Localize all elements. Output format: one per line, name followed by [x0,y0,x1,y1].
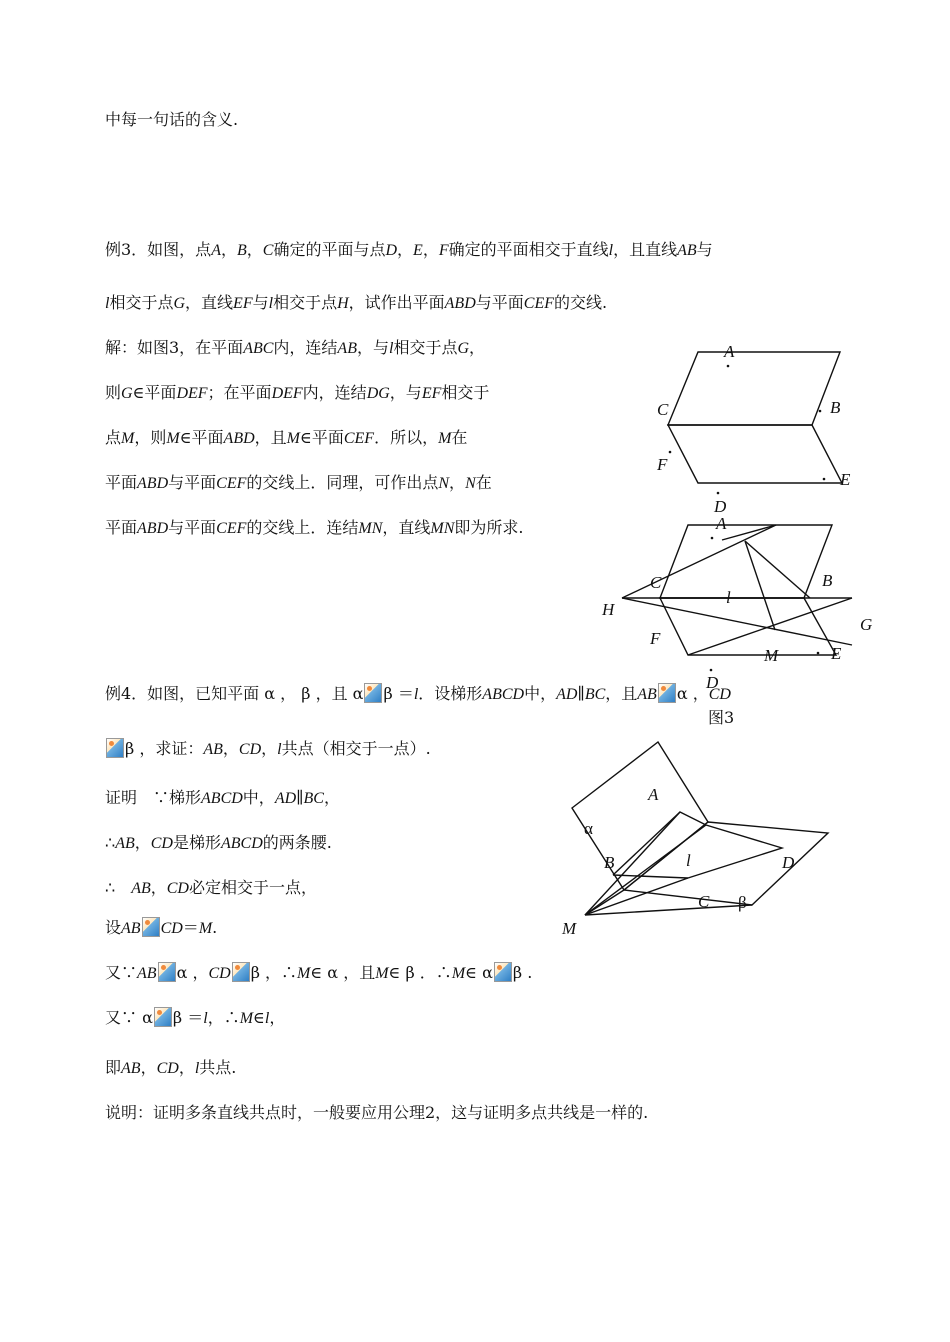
solution-line4: 平面ABD与平面CEF的交线上．同理，可作出点N，N在 [105,473,492,492]
fig-b-label-l: l [726,588,731,607]
fig-b-label-G: G [860,615,873,634]
fig4-label-A: A [648,785,659,804]
proof-line6: 又∵ α β ＝l，∴M∈l， [105,1008,286,1027]
fig-a-label-B: B [830,398,841,417]
fig-a-label-F: F [657,455,668,474]
fig4-label-M: M [562,919,577,938]
broken-image-icon [232,962,250,982]
explanation-note: 说明：证明多条直线共点时，一般要应用公理2，这与证明多点共线是一样的. [105,1103,649,1122]
fig-b-label-F: F [650,629,661,648]
fig-a-label-E: E [840,470,851,489]
broken-image-icon [494,962,512,982]
fig-a-label-A: A [724,342,735,361]
solution-line1: 解：如图3，在平面ABC内，连结AB，与l相交于点G， [105,338,486,357]
example4-line2: β ，求证：AB，CD，l共点（相交于一点）. [105,738,431,760]
fig-b-label-E: E [831,644,842,663]
fig-b-label-D: D [706,673,719,692]
fig4-label-beta: β [738,893,747,912]
broken-image-icon [658,683,676,703]
broken-image-icon [154,1007,172,1027]
example4-diagram [540,730,860,950]
solution-line3: 点M，则M∈平面ABD，且M∈平面CEF．所以，M在 [105,428,468,447]
broken-image-icon [364,683,382,703]
fig-b-label-M: M [764,646,779,665]
fig-b-label-A: A [716,514,727,533]
fig4-label-D: D [782,853,795,872]
fig-a-label-D: D [714,497,727,516]
proof-line7: 即AB，CD，l共点. [105,1058,237,1077]
fig-b-label-H: H [602,600,615,619]
fig4-label-l: l [686,851,691,870]
broken-image-icon [158,962,176,982]
intro-line: 中每一句话的含义. [105,110,239,129]
solution-line5: 平面ABD与平面CEF的交线上．连结MN，直线MN即为所求. [105,518,524,537]
example3-line2: l相交于点G，直线EF与l相交于点H，试作出平面ABD与平面CEF的交线. [105,293,608,312]
solution-line2: 则G∈平面DEF；在平面DEF内，连结DG，与EF相交于 [105,383,490,402]
broken-image-icon [106,738,124,758]
proof-line2: ∴AB，CD是梯形ABCD的两条腰. [105,833,332,852]
figure3-caption: 图3 [708,708,735,727]
proof-line3: ∴ AB，CD必定相交于一点， [105,878,317,897]
example3-line1: 例3．如图，点A，B，C确定的平面与点D，E，F确定的平面相交于直线l，且直线AB与 [105,240,713,259]
fig-b-label-B: B [822,571,833,590]
proof-line1: 证明 ∵梯形ABCD中，AD∥BC， [105,788,340,807]
example4-line1: 例4．如图，已知平面 α ， β ，且 α β ＝l．设梯形ABCD中，AD∥BC，且AB α ，CD [105,684,731,703]
broken-image-icon [142,917,160,937]
proof-line5: 又∵AB α ，CD β ，∴M∈ α ，且M∈ β ．∴M∈ α β . [105,963,533,982]
fig4-label-C: C [698,892,710,911]
proof-line4: 设AB CD＝M. [105,918,218,937]
fig4-label-B: B [604,853,615,872]
fig4-label-alpha: α [584,819,593,838]
fig-b-label-C: C [650,573,662,592]
fig-a-label-C: C [657,400,669,419]
